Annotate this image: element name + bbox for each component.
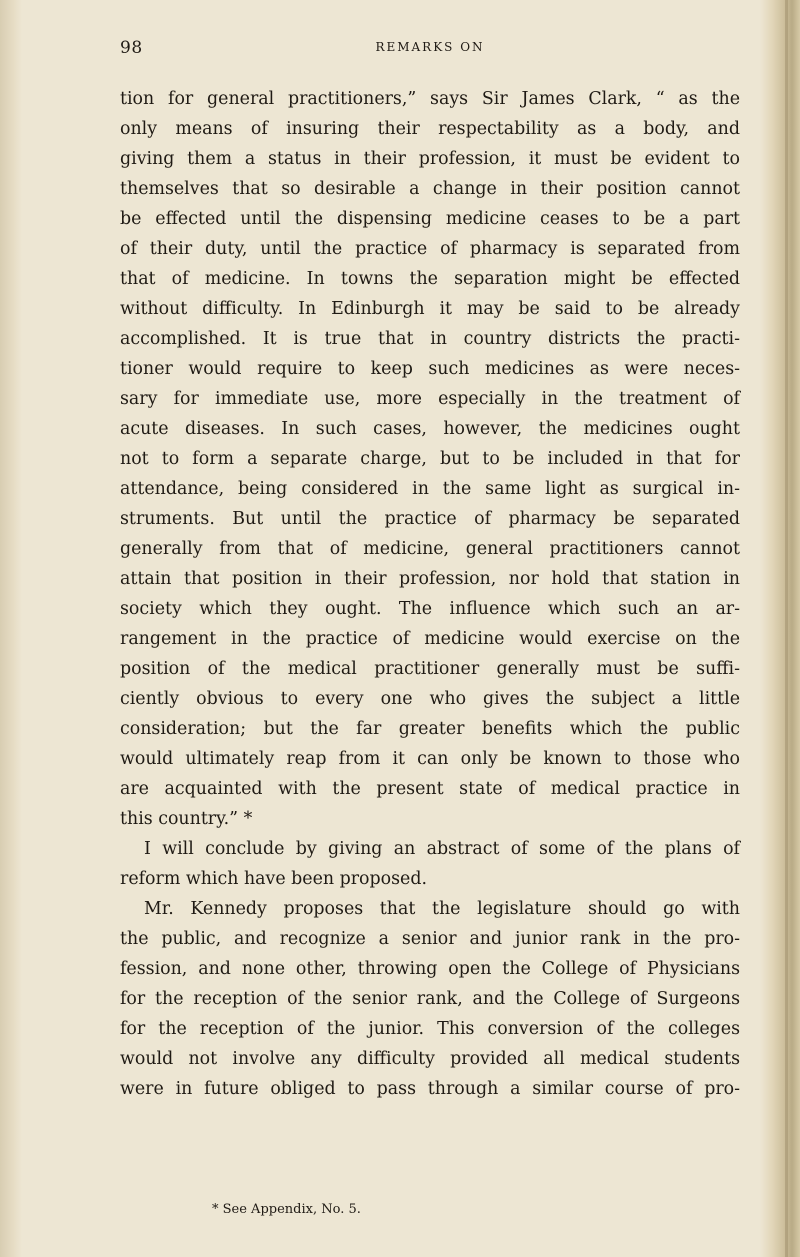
- page-number: 98: [120, 38, 143, 58]
- text-line: not to form a separate charge, but to be included in that for: [120, 449, 740, 469]
- text-line: accomplished. It is true that in country districts the practi-: [120, 329, 740, 349]
- page-right-edge: [760, 0, 800, 1257]
- text-line: Mr. Kennedy proposes that the legislature should go with: [144, 899, 740, 919]
- text-line: society which they ought. The influence which such an ar-: [120, 599, 740, 619]
- text-line: acute diseases. In such cases, however, the medicines ought: [120, 419, 740, 439]
- text-line: fession, and none other, throwing open the College of Physicians: [120, 959, 740, 979]
- footnote: * See Appendix, No. 5.: [212, 1202, 361, 1217]
- text-line: attain that position in their profession, nor hold that station in: [120, 569, 740, 589]
- text-line: for the reception of the senior rank, and the College of Surgeons: [120, 989, 740, 1009]
- text-line: were in future obliged to pass through a similar course of pro-: [120, 1079, 740, 1099]
- text-line: are acquainted with the present state of medical practice in: [120, 779, 740, 799]
- text-line: for the reception of the junior. This conversion of the colleges: [120, 1019, 740, 1039]
- text-line: would not involve any difficulty provided all medical students: [120, 1049, 740, 1069]
- text-line: struments. But until the practice of pharmacy be separated: [120, 509, 740, 529]
- text-line: rangement in the practice of medicine would exercise on the: [120, 629, 740, 649]
- text-line: giving them a status in their profession, it must be evident to: [120, 149, 740, 169]
- page-left-edge: [0, 0, 22, 1257]
- text-line: themselves that so desirable a change in their position cannot: [120, 179, 740, 199]
- text-line: attendance, being considered in the same light as surgical in-: [120, 479, 740, 499]
- text-line: be effected until the dispensing medicine ceases to be a part: [120, 209, 740, 229]
- text-line: without difficulty. In Edinburgh it may be said to be already: [120, 299, 740, 319]
- text-line: generally from that of medicine, general practitioners cannot: [120, 539, 740, 559]
- text-line: ciently obvious to every one who gives the subject a little: [120, 689, 740, 709]
- text-line: tion for general practitioners,” says Sir James Clark, “ as the: [120, 89, 740, 109]
- text-line: would ultimately reap from it can only be known to those who: [120, 749, 740, 769]
- text-line: this country.” *: [120, 809, 253, 829]
- body-text: [120, 84, 740, 1104]
- text-line: sary for immediate use, more especially in the treatment of: [120, 389, 740, 409]
- text-line: that of medicine. In towns the separation might be effected: [120, 269, 740, 289]
- text-line: the public, and recognize a senior and junior rank in the pro-: [120, 929, 740, 949]
- text-line: position of the medical practitioner generally must be suffi-: [120, 659, 740, 679]
- text-line: I will conclude by giving an abstract of some of the plans of: [144, 839, 740, 859]
- text-line: consideration; but the far greater benefits which the public: [120, 719, 740, 739]
- text-line: reform which have been proposed.: [120, 869, 428, 889]
- running-head: REMARKS ON: [375, 40, 485, 54]
- text-line: of their duty, until the practice of pharmacy is separated from: [120, 239, 740, 259]
- text-line: tioner would require to keep such medicines as were neces-: [120, 359, 740, 379]
- page-header: [120, 38, 740, 62]
- binding-line: [785, 0, 788, 1257]
- text-line: only means of insuring their respectability as a body, and: [120, 119, 740, 139]
